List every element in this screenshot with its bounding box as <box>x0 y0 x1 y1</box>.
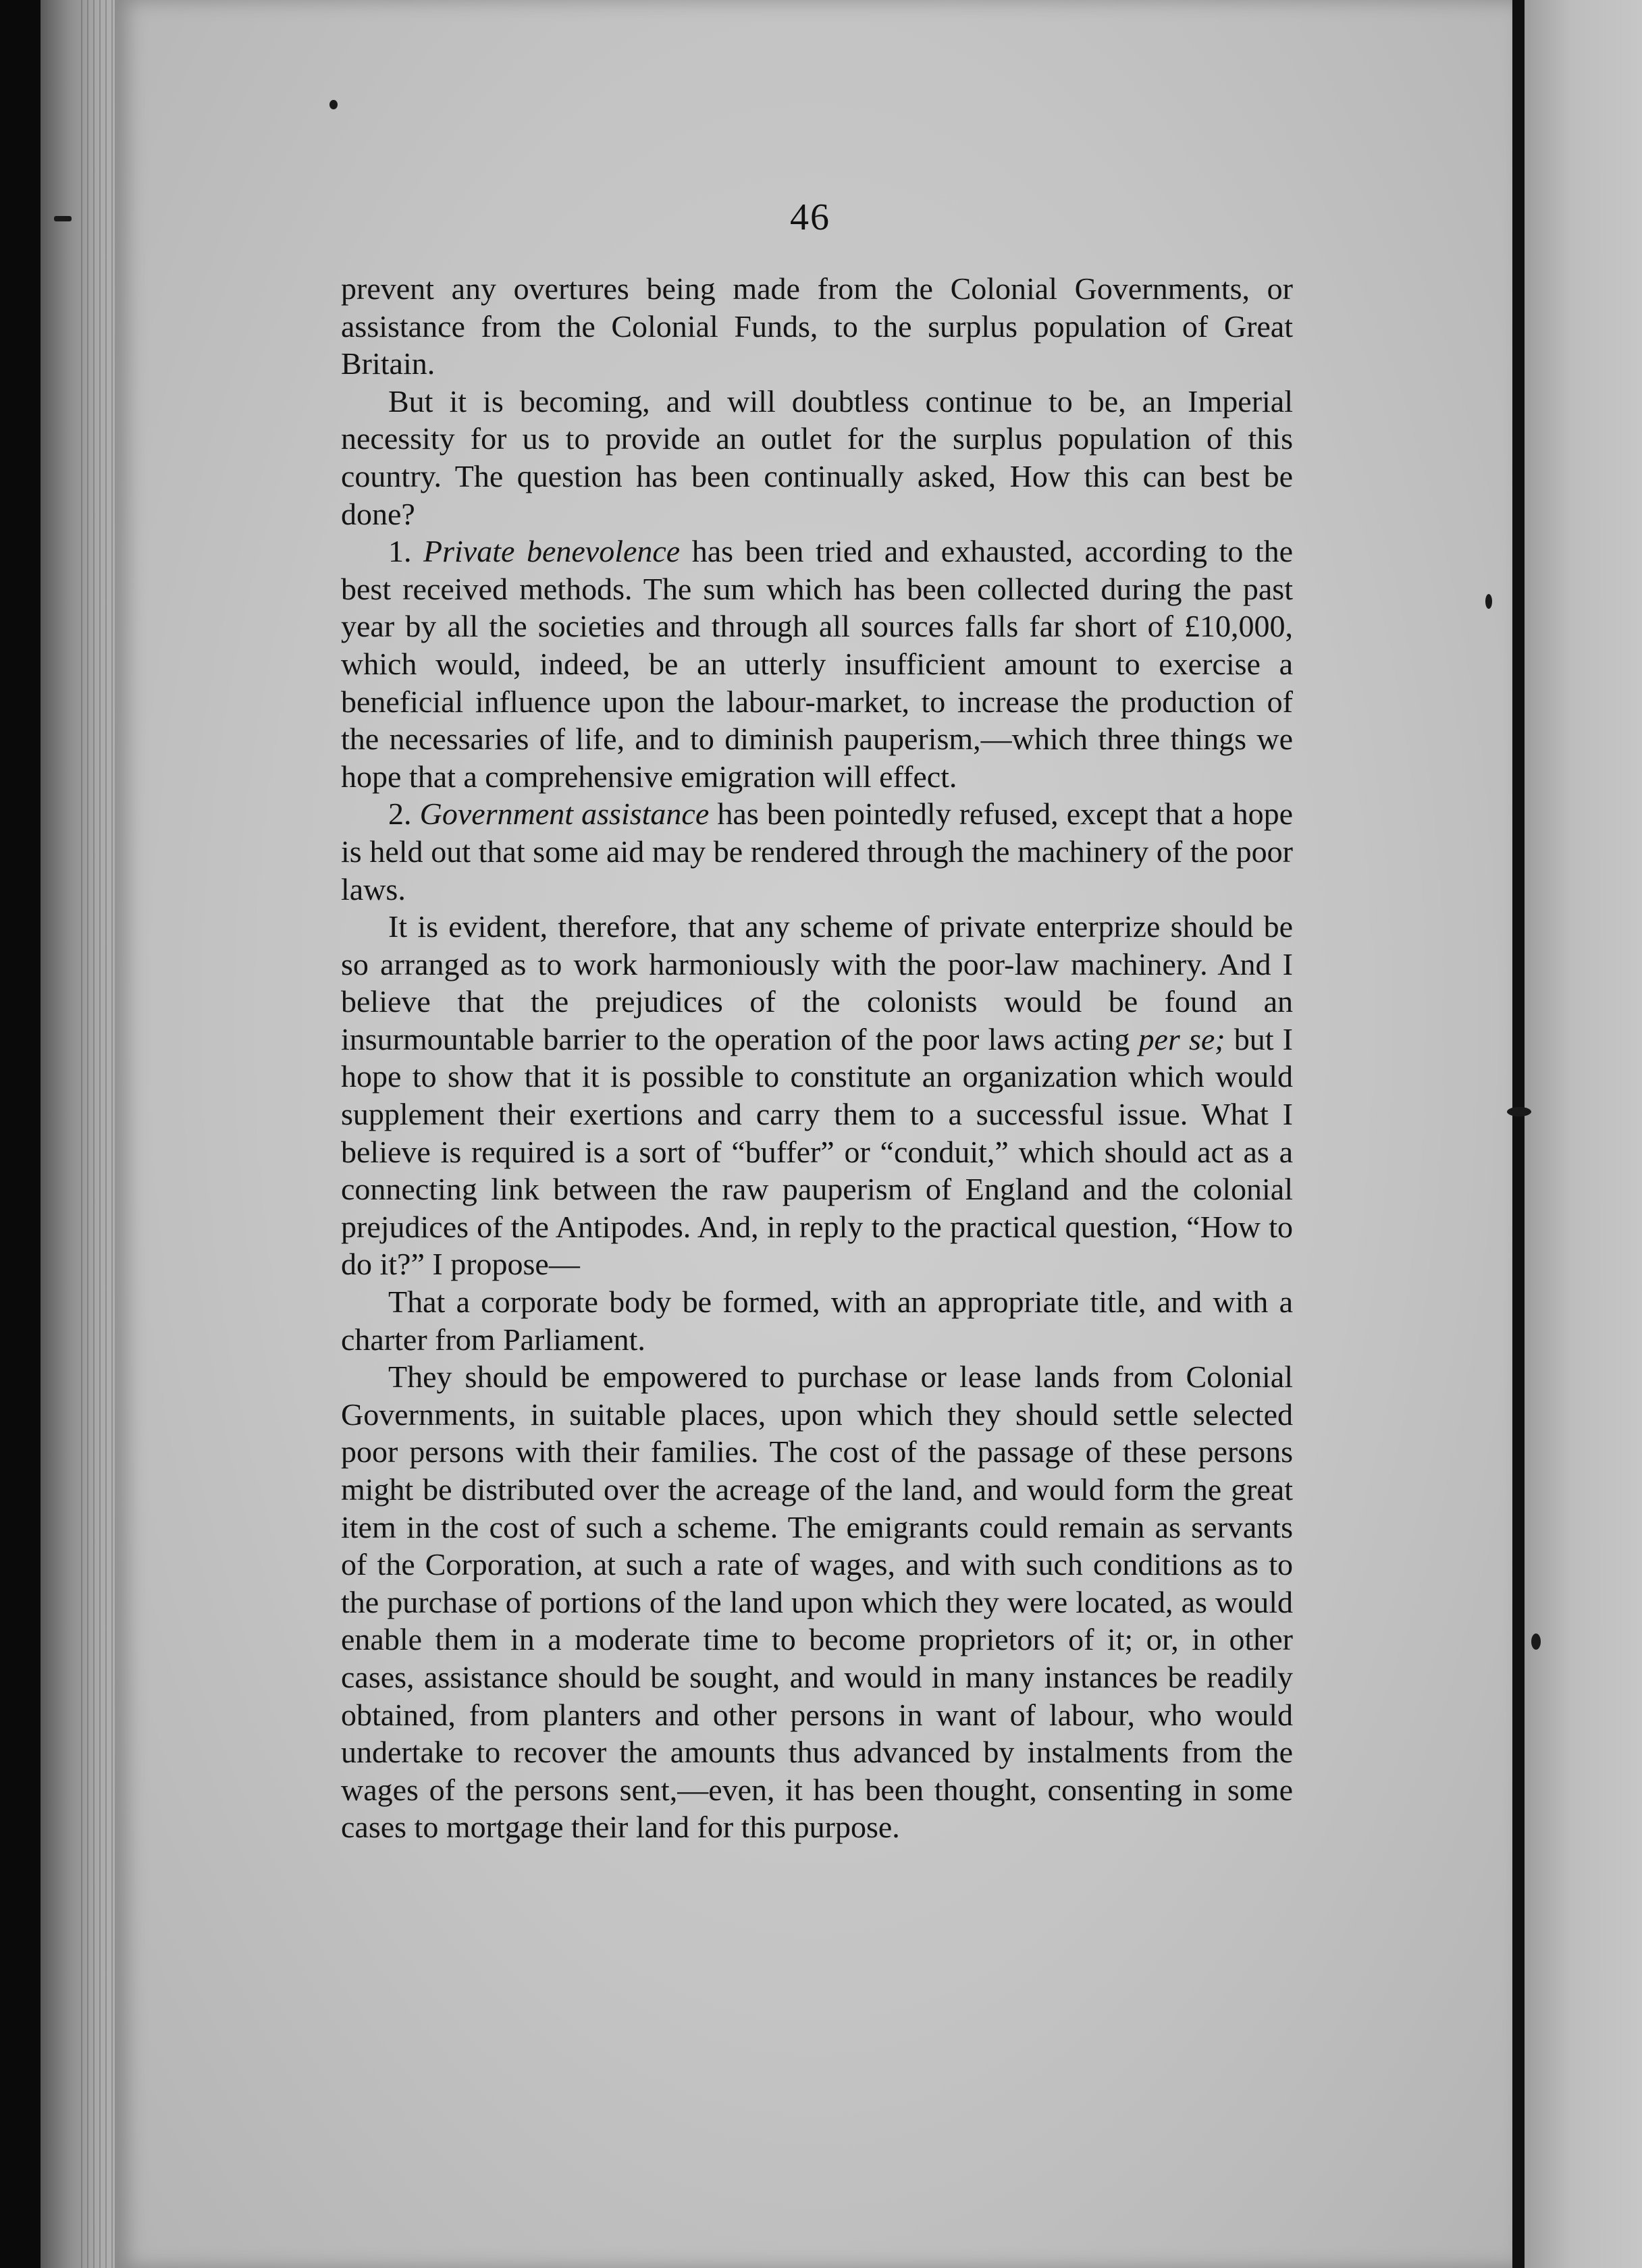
paragraph-2: But it is becoming, and will doubtless continue to be, an Imperial necessity for us to provide an outlet for the surplus population of this country. The question has been continually asked, How this can best be done? <box>341 383 1293 531</box>
paragraph-7: They should be empowered to purchase or lease lands from Colonial Governments, in suitable places, upon which they should settle selected poor persons with their families. The cost of the passage of these persons might be distributed over the acreage of the land, and would form the great item in the cost of such a scheme. The emigrants could remain as servants of the Corporation, at such a rate of wages, and with such conditions as to the purchase of portions of the land upon which they were located, as would enable them in a moderate time to become proprietors of it; or, in other cases, assistance should be sought, and would in many instances be readily obtained, from planters and other persons in want of labour, who would undertake to recover the amounts thus advanced by instalments from the wages of the persons sent,—even, it has been thought, consenting in some cases to mortgage their land for this purpose. <box>341 1359 1293 1845</box>
emphasis-government-assistance: Government assistance <box>419 796 710 832</box>
scan-speck <box>329 100 338 109</box>
scan-speck <box>54 216 72 221</box>
paragraph-3 <box>341 533 1293 795</box>
scan-speck <box>1531 1634 1541 1650</box>
paragraph-5-text-after: but I hope to show that it is possible to constitute an organization which would supplement their exertions and carry them to a successful issue. What I believe is required is a sort of “buffer” or “conduit,” which should act as a connecting link between the raw pauperism of England and the colonial prejudices of the Antipodes. And, in reply to the practical question, “How to do it?” I propose— <box>341 1021 1293 1282</box>
adjacent-page-strip <box>1525 0 1642 2268</box>
emphasis-per-se: per se; <box>1138 1021 1225 1056</box>
paragraph-5 <box>341 908 1293 1283</box>
paragraph-5-text-before: It is evident, therefore, that any scheme of private enterprize should be so arranged as to work harmoniously with the poor-law machinery. And I believe that the prejudices of the colonists would be found an insurmountable barrier to the operation of the poor laws acting <box>341 909 1293 1056</box>
list-number: 1. <box>388 534 412 569</box>
paragraph-1: prevent any overtures being made from the Colonial Governments, or assistance from the Colonial Funds, to the surplus population of Great Britain. <box>341 271 1293 381</box>
paragraph-4-text: has been pointedly refused, except that a hope is held out that some aid may be rendered through the machinery of the poor laws. <box>341 796 1294 907</box>
emphasis-private-benevolence: Private benevolence <box>423 534 681 569</box>
paragraph-4 <box>341 795 1293 908</box>
page-number: 46 <box>790 196 830 238</box>
body-text <box>341 270 1293 1846</box>
paragraph-6: That a corporate body be formed, with an appropriate title, and with a charter from Parliament. <box>341 1285 1293 1357</box>
page-gutter-divider <box>1512 0 1525 2268</box>
scan-speck <box>1485 594 1492 609</box>
scan-speck <box>1507 1107 1531 1116</box>
paragraph-3-text: has been tried and exhausted, according to the best received methods. The sum which has been collected during the past year by all the societies and through all sources falls far short of £10,000, which would, indeed, be an utterly insufficient amount to exercise a beneficial influence upon the labour-market, to increase the production of the necessaries of life, and to diminish pauperism,—which three things we hope that a comprehensive emigration will effect. <box>341 534 1294 794</box>
list-number: 2. <box>388 796 412 832</box>
